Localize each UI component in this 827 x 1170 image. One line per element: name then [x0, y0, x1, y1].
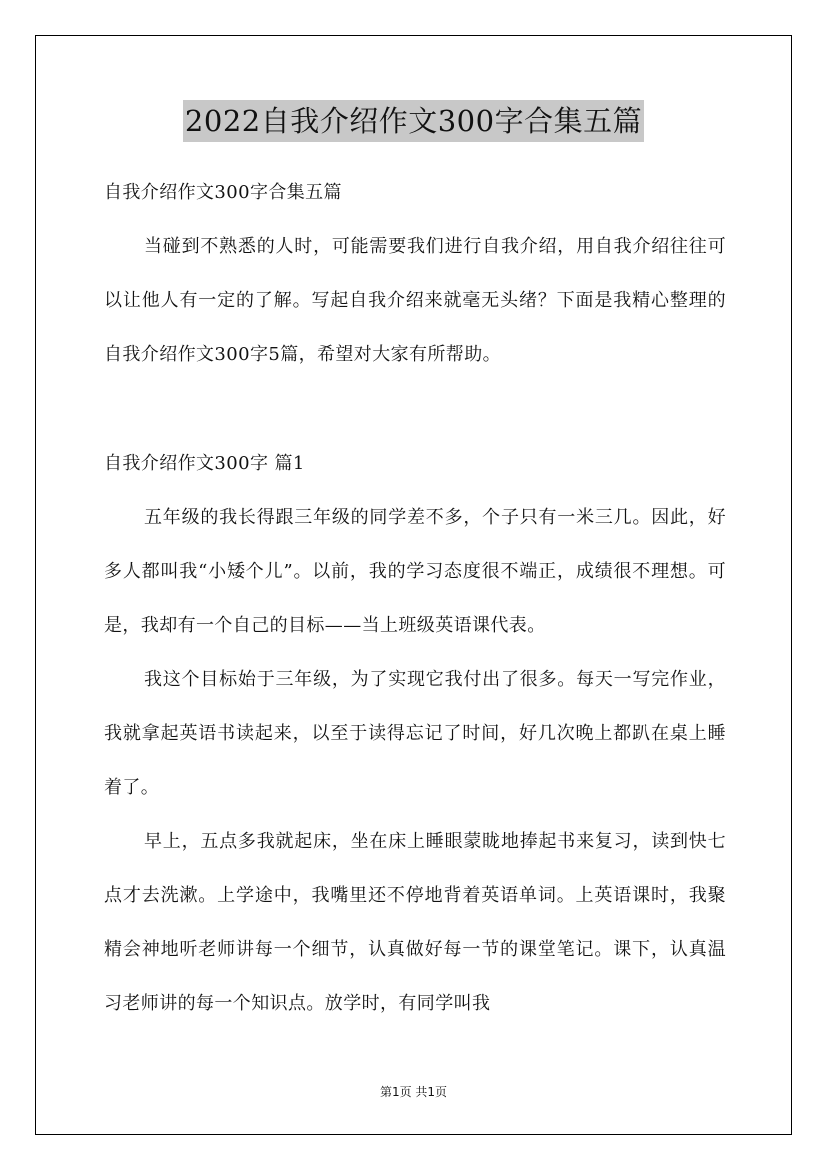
document-title: 2022自我介绍作文300字合集五篇: [183, 100, 644, 142]
body-paragraph-2: 我这个目标始于三年级，为了实现它我付出了很多。每天一写完作业，我就拿起英语书读起来，以至于读得忘记了时间，好几次晚上都趴在桌上睡着了。: [104, 669, 726, 798]
body-paragraph-1: 五年级的我长得跟三年级的同学差不多，个子只有一米三几。因此，好多人都叫我“小矮个儿”。以前，我的学习态度很不端正，成绩很不理想。可是，我却有一个自己的目标——当上班级英语课代表。: [104, 507, 726, 636]
document-subtitle: 自我介绍作文300字合集五篇: [104, 182, 342, 203]
title-container: [0, 100, 827, 142]
intro-block: [104, 220, 726, 382]
body-paragraph-3: 早上，五点多我就起床，坐在床上睡眼蒙眬地捧起书来复习，读到快七点才去洗漱。上学途中，我嘴里还不停地背着英语单词。上英语课时，我聚精会神地听老师讲每一个细节，认真做好每一节的课堂笔记。课下，认真温习老师讲的每一个知识点。放学时，有同学叫我: [104, 831, 726, 1014]
intro-paragraph: 当碰到不熟悉的人时，可能需要我们进行自我介绍，用自我介绍往往可以让他人有一定的了解。写起自我介绍来就毫无头绪？下面是我精心整理的自我介绍作文300字5篇，希望对大家有所帮助。: [104, 236, 726, 365]
body-text: [104, 491, 726, 1031]
page-footer: 第1页 共1页: [379, 1085, 448, 1099]
section-heading: 自我介绍作文300字 篇1: [104, 453, 305, 474]
